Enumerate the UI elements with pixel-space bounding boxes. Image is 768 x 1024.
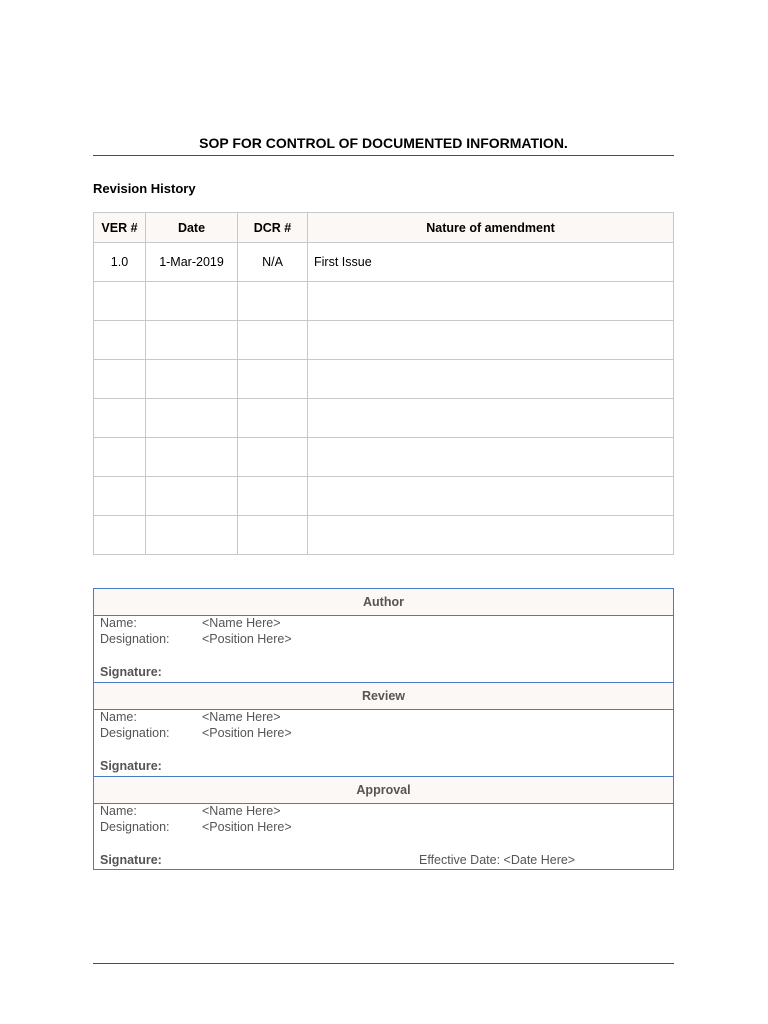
review-designation-label: Designation: [100,726,170,740]
approval-heading: Approval [94,777,673,804]
review-name-label: Name: [100,710,137,724]
cell-dcr [238,321,308,360]
cell-version [94,399,146,438]
cell-version [94,321,146,360]
cell-nature [308,282,674,321]
document-title: SOP FOR CONTROL OF DOCUMENTED INFORMATION. [199,135,568,151]
author-designation-label: Designation: [100,632,170,646]
cell-nature: First Issue [308,243,674,282]
cell-dcr [238,360,308,399]
table-row [94,243,674,282]
table-row [94,438,674,477]
cell-date [146,282,238,321]
author-section [94,616,673,683]
table-row [94,477,674,516]
cell-version [94,282,146,321]
review-name-value: <Name Here> [202,710,281,724]
author-designation-value: <Position Here> [202,632,292,646]
cell-version [94,438,146,477]
cell-version [94,360,146,399]
cell-date: 1-Mar-2019 [146,243,238,282]
footer-rule [93,963,674,964]
cell-date [146,477,238,516]
author-heading: Author [94,589,673,616]
approval-signature-label: Signature: [100,853,162,867]
review-section [94,710,673,777]
cell-version [94,516,146,555]
approval-name-label: Name: [100,804,137,818]
cell-dcr [238,516,308,555]
cell-dcr [238,399,308,438]
cell-dcr: N/A [238,243,308,282]
table-row [94,399,674,438]
approval-designation-value: <Position Here> [202,820,292,834]
column-header-nature: Nature of amendment [308,213,674,243]
effective-date: Effective Date: <Date Here> [419,853,576,867]
review-designation-value: <Position Here> [202,726,292,740]
table-row [94,321,674,360]
cell-date [146,399,238,438]
cell-date [146,516,238,555]
cell-dcr [238,438,308,477]
author-name-value: <Name Here> [202,616,281,630]
column-header-dcr: DCR # [238,213,308,243]
cell-date [146,438,238,477]
author-name-label: Name: [100,616,137,630]
cell-nature [308,321,674,360]
author-signature-label: Signature: [100,665,162,679]
cell-dcr [238,282,308,321]
cell-version [94,477,146,516]
cell-date [146,321,238,360]
cell-version: 1.0 [94,243,146,282]
table-row [94,360,674,399]
table-header-row [94,213,674,243]
cell-dcr [238,477,308,516]
column-header-version: VER # [94,213,146,243]
review-signature-label: Signature: [100,759,162,773]
approval-name-value: <Name Here> [202,804,281,818]
review-heading: Review [94,683,673,710]
cell-nature [308,399,674,438]
revision-history-heading: Revision History [93,181,196,196]
table-row [94,282,674,321]
cell-nature [308,360,674,399]
column-header-date: Date [146,213,238,243]
approval-section [94,804,673,869]
cell-nature [308,516,674,555]
table-row [94,516,674,555]
cell-nature [308,438,674,477]
cell-date [146,360,238,399]
approval-designation-label: Designation: [100,820,170,834]
revision-history-table [93,212,674,555]
signoff-table [93,588,674,870]
header-rule [93,155,674,156]
cell-nature [308,477,674,516]
